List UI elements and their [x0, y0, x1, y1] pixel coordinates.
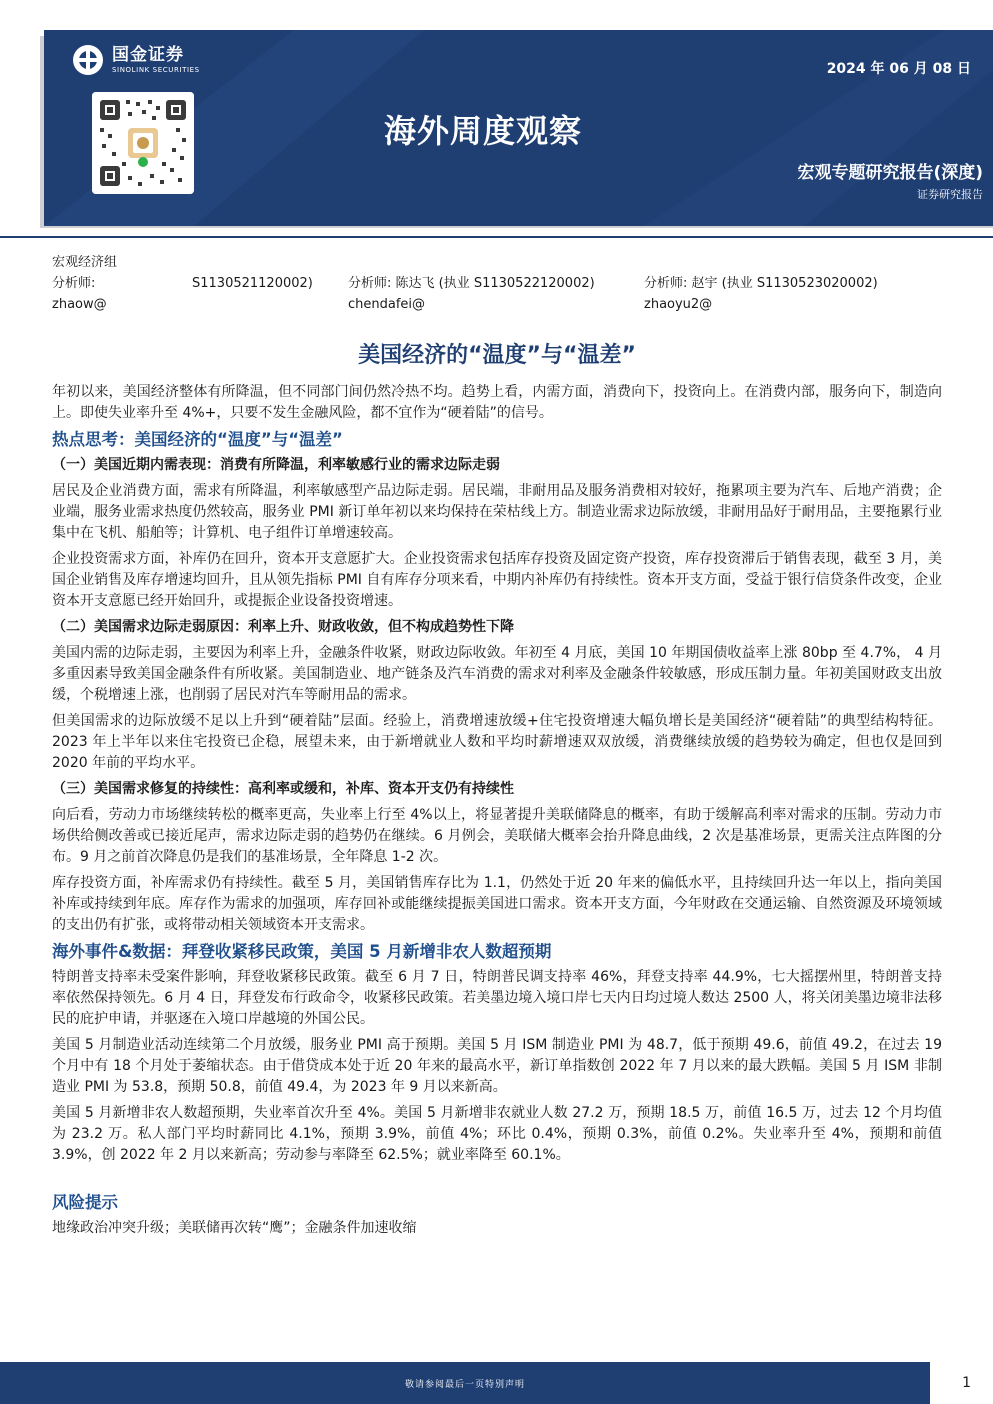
section-heading-overseas-events: 海外事件&数据：拜登收紧移民政策，美国 5 月新增非农人数超预期	[52, 942, 552, 961]
paragraph: 特朗普支持率未受案件影响，拜登收紧移民政策。截至 6 月 7 日，特朗普民调支持率 46%，拜登支持率 44.9%，七大摇摆州里，特朗普支持率依然保持领先。6 月 4 日，拜登发布行政命令，收紧移民政策。若美墨边境入境口岸七天内日均过境人数达 2500 人，将关闭美墨边境非法移民的庇护申请，并驱逐在入境口岸越境的外国公民。	[52, 969, 942, 1027]
analyst-2-email[interactable]: chendafei@	[348, 297, 426, 312]
paragraph: 居民及企业消费方面，需求有所降温，利率敏感型产品边际走弱。居民端，非耐用品及服务消费相对较好，拖累项主要为汽车、后地产消费；企业端，服务业需求热度仍然较高，服务业 PMI 新订单年初以来均保持在荣枯线上方。制造业需求边际放缓，非耐用品好于耐用品，主要拖累行业集中在飞机、船舶等；计算机、电子组件订单增速较高。	[52, 483, 942, 541]
analyst-3-info: 分析师: 赵宇 (执业 S1130523020002)	[644, 276, 878, 291]
qr-code	[92, 92, 194, 194]
analyst-emails-row	[52, 294, 932, 315]
paragraph: 美国内需的边际走弱，主要因为利率上升，金融条件收紧，财政边际收敛。年初至 4 月底，美国 10 年期国债收益率上涨 80bp 至 4.7%， 4 月多重因素导致美国金融条件有所收紧。美国制造业、地产链条及汽车消费的需求对利率及金融条件较敏感，形成压制力量。年初美国财政支出放缓，个税增速上涨，也削弱了居民对汽车等耐用品的需求。	[52, 645, 942, 703]
section-heading-risk: 风险提示	[52, 1193, 118, 1212]
report-date: 2024 年 06 月 08 日	[826, 61, 971, 77]
analyst-1-email[interactable]: zhaow@	[52, 297, 107, 312]
qr-code-icon	[92, 92, 194, 194]
page-number: 1	[962, 1375, 971, 1391]
subsection-heading-3: （三）美国需求修复的持续性：高利率或缓和，补库、资本开支仍有持续性	[52, 781, 514, 797]
header-banner	[44, 30, 993, 226]
analyst-1-license: S1130521120002)	[192, 276, 313, 291]
paragraph: 向后看，劳动力市场继续转松的概率更高，失业率上行至 4%以上，将显著提升美联储降息的概率，有助于缓解高利率对需求的压制。劳动力市场供给侧改善或已接近尾声，需求边际走弱的趋势仍在继续。6 月例会，美联储大概率会抬升降息曲线，2 次是基准场景，更需关注点阵图的分布。9 月之前首次降息仍是我们的基准场景，全年降息 1-2 次。	[52, 807, 942, 865]
section-heading-hot-topic: 热点思考：美国经济的“温度”与“温差”	[52, 430, 343, 449]
paragraph: 美国 5 月新增非农人数超预期，失业率首次升至 4%。美国 5 月新增非农就业人数 27.2 万，预期 18.5 万，前值 16.5 万，过去 12 个月均值为 23.2 万。私人部门平均时薪同比 4.1%，预期 3.9%，前值 4%；环比 0.4%，预期 0.3%，前值 0.2%。失业率升至 4%，预期和前值 3.9%，创 2022 年 2 月以来新高；劳动参与率降至 62.5%；就业率降至 60.1%。	[52, 1105, 942, 1163]
logo-english-name: SINOLINK SECURITIES	[112, 65, 200, 74]
paragraph: 但美国需求的边际放缓不足以上升到“硬着陆”层面。经验上，消费增速放缓+住宅投资增速大幅负增长是美国经济“硬着陆”的典型结构特征。2023 年上半年以来住宅投资已企稳，展望未来，由于新增就业人数和平均时薪增速双双放缓，消费继续放缓的趋势较为确定，但也仅是回到 2020 年前的平均水平。	[52, 713, 942, 771]
paragraph: 库存投资方面，补库需求仍有持续性。截至 5 月，美国销售库存比为 1.1，仍然处于近 20 年来的偏低水平，且持续回升达一年以上，指向美国补库或持续到年底。库存作为需求的加强项，库存回补或能继续提振美国进口需求。资本开支方面，今年财政在交通运输、自然资源及环境领域的支出仍有扩张，或将带动相关领域资本开支需求。	[52, 875, 942, 933]
subsection-heading-2: （二）美国需求边际走弱原因：利率上升、财政收敛，但不构成趋势性下降	[52, 619, 514, 635]
analyst-2-info: 分析师: 陈达飞 (执业 S1130522120002)	[348, 276, 595, 291]
paragraph: 企业投资需求方面，补库仍在回升，资本开支意愿扩大。企业投资需求包括库存投资及固定资产投资，库存投资滞后于销售表现，截至 3 月，美国企业销售及库存增速均回升，且从领先指标 PMI 自有库存分项来看，中期内补库仍有持续性。资本开支方面，受益于银行信贷条件改变，企业资本开支意愿已经开始回升，或提振企业设备投资增速。	[52, 551, 942, 609]
risk-text: 地缘政治冲突升级；美联储再次转“鹰”；金融条件加速收缩	[52, 1220, 417, 1236]
subsection-heading-1: （一）美国近期内需表现：消费有所降温，利率敏感行业的需求边际走弱	[52, 457, 500, 473]
analyst-names-row	[52, 273, 932, 294]
logo-chinese-name: 国金证券	[112, 44, 184, 65]
company-logo	[72, 44, 200, 76]
document-title: 美国经济的“温度”与“温差”	[358, 343, 636, 368]
header-divider	[0, 236, 993, 238]
report-type: 宏观专题研究报告(深度)	[797, 163, 983, 183]
report-content	[52, 338, 942, 1244]
report-category: 证券研究报告	[917, 188, 983, 201]
analyst-3-email[interactable]: zhaoyu2@	[644, 297, 713, 312]
footer-disclaimer: 敬请参阅最后一页特别声明	[404, 1379, 525, 1390]
sinolink-logo-icon	[72, 44, 104, 76]
intro-paragraph: 年初以来，美国经济整体有所降温，但不同部门间仍然冷热不均。趋势上看，内需方面，消费向下，投资向上。在消费内部，服务向下，制造向上。即使失业率升至 4%+，只要不发生金融风险，都不宜作为“硬着陆”的信号。	[52, 384, 942, 421]
footer-bar	[0, 1362, 930, 1404]
paragraph: 美国 5 月制造业活动连续第二个月放缓，服务业 PMI 高于预期。美国 5 月 ISM 制造业 PMI 为 48.7，低于预期 49.6，前值 49.2，在过去 19 个月中有 18 个月处于萎缩状态。由于借贷成本处于近 20 年来的最高水平，新订单指数创 2022 年 7 月以来的最大跌幅。美国 5 月 ISM 非制造业 PMI 为 53.8，预期 50.8，前值 49.4，为 2023 年 9 月以来新高。	[52, 1037, 942, 1095]
analyst-block	[52, 252, 932, 315]
team-name: 宏观经济组	[52, 255, 118, 270]
analyst-1-label: 分析师:	[52, 276, 96, 291]
report-series-title: 海外周度观察	[384, 112, 583, 150]
